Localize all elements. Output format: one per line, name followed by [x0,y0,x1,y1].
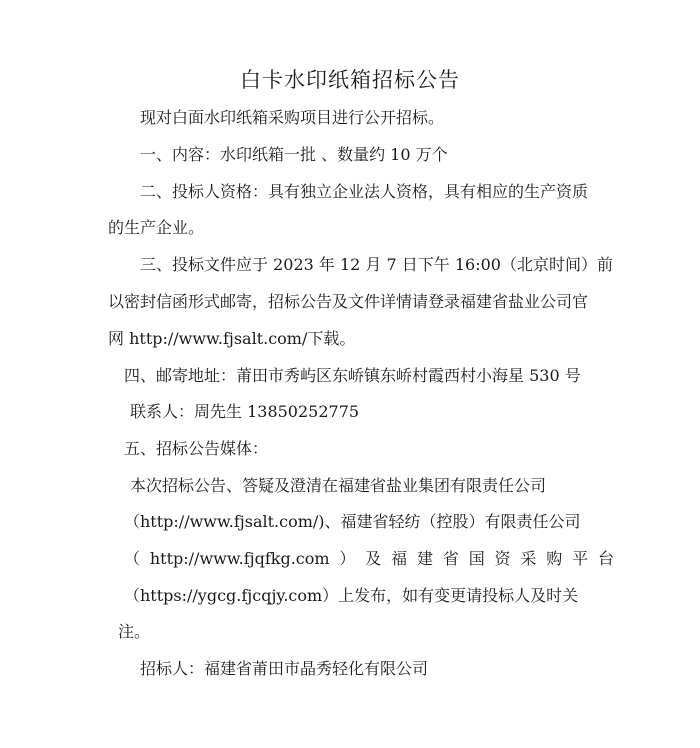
submission-line-2: 以密封信函形式邮寄，招标公告及文件详情请登录福建省盐业公司官 [108,292,589,311]
media-line-3-part: 省 [442,549,459,568]
intro-paragraph: 现对白面水印纸箱采购项目进行公开招标。 [140,108,445,127]
media-line-3-part: 资 [494,549,511,568]
media-line-3-part: http://www.fjqfkg.com [149,549,330,568]
tenderer: 招标人：福建省莆田市晶秀轻化有限公司 [140,659,429,678]
media-line-3-part: 建 [416,549,433,568]
media-line-3-part: ） [339,549,356,568]
media-line-3-part: 国 [468,549,485,568]
contact-person: 联系人：周先生 13850252775 [130,402,360,421]
media-line-3-part: 平 [572,549,589,568]
media-line-2: （http://www.fjsalt.com/)、福建省轻纺（控股）有限责任公司 [124,512,581,531]
mailing-address: 四、邮寄地址：莆田市秀屿区东峤镇东峤村霞西村小海星 530 号 [124,366,581,385]
media-line-3 [124,545,614,573]
submission-line-3: 网 http://www.fjsalt.com/下载。 [108,329,356,348]
media-heading: 五、招标公告媒体： [124,439,269,458]
media-line-3-part: 购 [546,549,563,568]
media-line-3-part: 台 [597,549,614,568]
content-item: 一、内容：水印纸箱一批 、数量约 10 万个 [140,145,448,164]
qualification-line-1: 二、投标人资格：具有独立企业法人资格，具有相应的生产资质 [140,182,589,201]
media-line-3-part: 及 [365,549,382,568]
media-line-3-part: 福 [391,549,408,568]
media-line-3-part: （ [124,549,141,568]
qualification-line-2: 的生产企业。 [108,218,205,237]
media-line-4: （https://ygcg.fjcqjy.com）上发布，如有变更请投标人及时关 [124,586,579,605]
media-line-3-part: 采 [520,549,537,568]
submission-line-1: 三、投标文件应于 2023 年 12 月 7 日下午 16:00（北京时间）前 [140,255,613,274]
document-title: 白卡水印纸箱招标公告 [240,68,460,92]
media-line-1: 本次招标公告、答疑及澄清在福建省盐业集团有限责任公司 [130,476,547,495]
media-line-5: 注。 [118,622,151,641]
